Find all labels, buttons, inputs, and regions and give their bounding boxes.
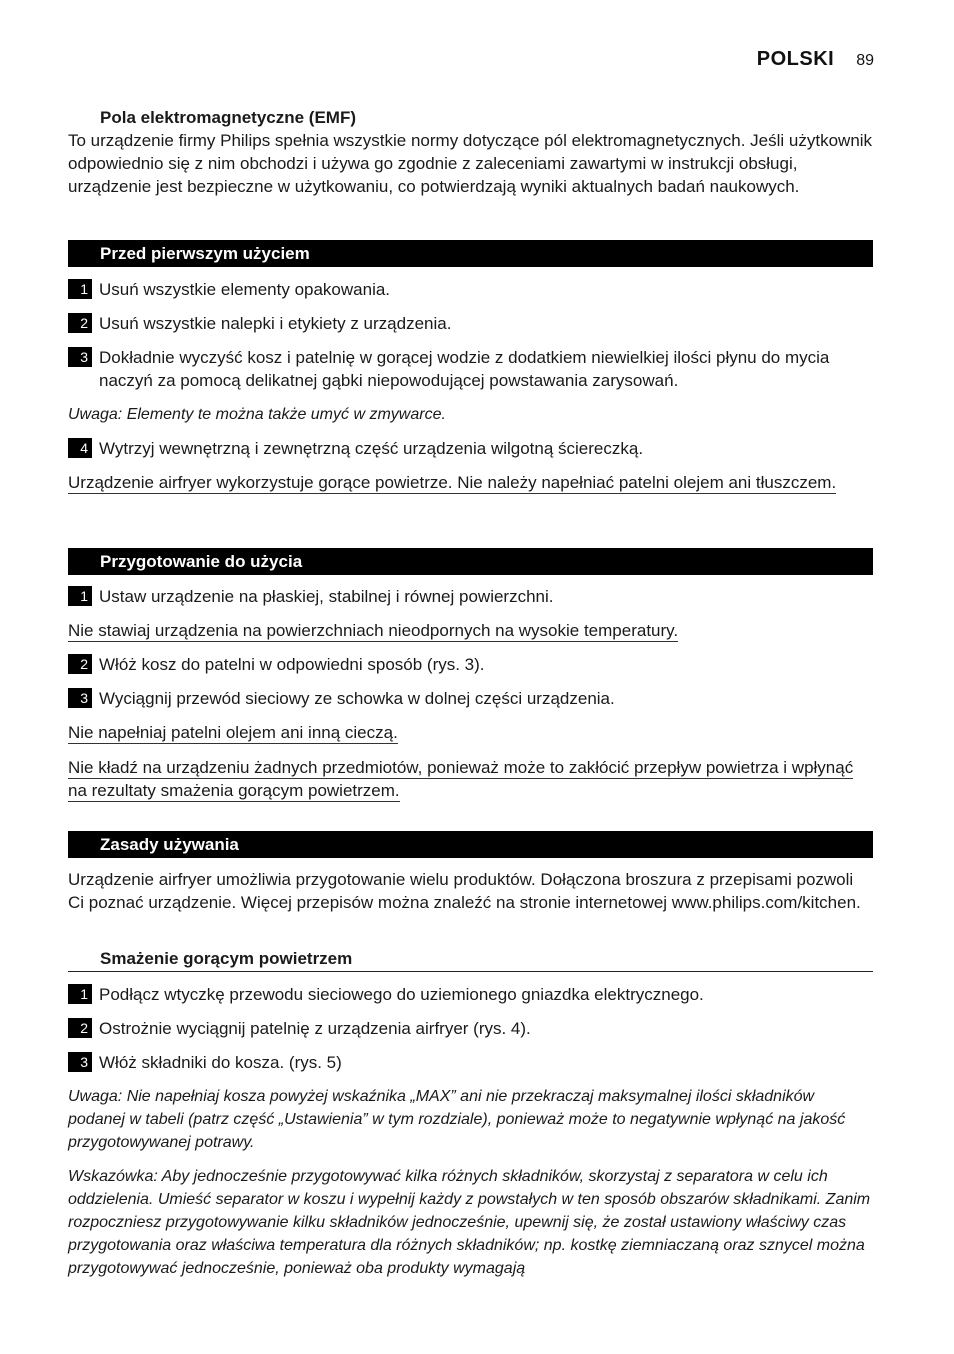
step-text: Ustaw urządzenie na płaskiej, stabilnej i równej powierzchni.: [99, 587, 554, 606]
page-header: [757, 48, 874, 71]
warning-surface: [68, 619, 873, 642]
warning-no-objects: [68, 756, 873, 802]
section-title: Zasady używania: [100, 835, 239, 854]
page-number: 89: [856, 52, 874, 69]
step-number: 1: [68, 586, 92, 606]
step-number: 1: [68, 279, 92, 299]
section-title: Przed pierwszym użyciem: [100, 244, 310, 263]
step-text: Wytrzyj wewnętrzną i zewnętrzną część urządzenia wilgotną ściereczką.: [99, 439, 644, 458]
warning-text: Nie kładź na urządzeniu żadnych przedmiotów, ponieważ może to zakłócić przepływ powietrza i wpłynąć na rezultaty smażenia gorącym powietrzem.: [68, 758, 854, 800]
tip-separator: Wskazówka: Aby jednocześnie przygotowywać kilka różnych składników, skorzystaj z separatora w celu ich oddzielenia. Umieść separator w koszu i wypełnij każdy z powstałych w ten sposób obszarów składnikami. Zanim rozpoczniesz przygotowywanie kilku składników jednocześnie, upewnij się, że został ustawiony właściwy czas przygotowania oraz właściwa temperatura dla różnych składników; np. kostkę ziemniaczaną oraz sznycel można przygotowywać jednocześnie, ponieważ oba produkty wymagają: [68, 1168, 871, 1277]
section-title: Przygotowanie do użycia: [100, 552, 303, 571]
step-text: Ostrożnie wyciągnij patelnię z urządzenia airfryer (rys. 4).: [99, 1019, 531, 1038]
section-bar-preparation: [68, 548, 873, 575]
step-text: Wyciągnij przewód sieciowy ze schowka w dolnej części urządzenia.: [99, 689, 615, 708]
note-dishwasher: Uwaga: Elementy te można także umyć w zmywarce.: [68, 406, 446, 423]
language-label: POLSKI: [756, 48, 835, 70]
step-number: 2: [68, 1018, 92, 1038]
warning-text: Urządzenie airfryer wykorzystuje gorące powietrze. Nie należy napełniać patelni olejem ani tłuszczem.: [68, 473, 837, 492]
step-number: 3: [68, 1052, 92, 1072]
step-number: 1: [68, 984, 92, 1004]
warning-text: Nie napełniaj patelni olejem ani inną cieczą.: [68, 723, 398, 742]
step-number: 3: [68, 347, 92, 367]
section-bar-usage: [68, 831, 873, 858]
step-number: 2: [68, 654, 92, 674]
warning-text: Nie stawiaj urządzenia na powierzchniach nieodpornych na wysokie temperatury.: [68, 621, 679, 640]
sub-heading-rule: [68, 971, 873, 972]
usage-intro: Urządzenie airfryer umożliwia przygotowanie wielu produktów. Dołączona broszura z przepisami pozwoli Ci poznać urządzenie. Więcej przepisów można znaleźć na stronie internetowej www.philips.com/kitchen.: [68, 870, 861, 912]
step-text: Włóż składniki do kosza. (rys. 5): [99, 1053, 342, 1072]
emf-text: To urządzenie firmy Philips spełnia wszystkie normy dotyczące pól elektromagnetycznych. Jeśli użytkownik odpowiednio się z nim obchodzi i używa go zgodnie z zaleceniami zawartymi w instrukcji obsługi, urządzenie jest bezpieczne w użytkowaniu, co potwierdzają wyniki aktualnych badań naukowych.: [68, 131, 873, 196]
step-text: Dokładnie wyczyść kosz i patelnię w gorącej wodzie z dodatkiem niewielkiej ilości płynu do mycia naczyń za pomocą delikatnej gąbki niepowodującej powstawania zarysowań.: [99, 348, 830, 390]
step-text: Podłącz wtyczkę przewodu sieciowego do uziemionego gniazdka elektrycznego.: [99, 985, 704, 1004]
section-bar-before-first-use: [68, 240, 873, 267]
air-frying-heading: Smażenie gorącym powietrzem: [100, 949, 353, 968]
step-text: Włóż kosz do patelni w odpowiedni sposób (rys. 3).: [99, 655, 485, 674]
step-number: 3: [68, 688, 92, 708]
step-number: 4: [68, 438, 92, 458]
step-text: Usuń wszystkie elementy opakowania.: [99, 280, 391, 299]
step-number: 2: [68, 313, 92, 333]
note-max-level: Uwaga: Nie napełniaj kosza powyżej wskaźnika „MAX” ani nie przekraczaj maksymalnej ilości składników podanej w tabeli (patrz część „Ustawienia” w tym rozdziale), ponieważ może to negatywnie wpłynąć na jakość przygotowywanej potrawy.: [68, 1088, 846, 1151]
emf-heading: Pola elektromagnetyczne (EMF): [100, 108, 357, 127]
step-text: Usuń wszystkie nalepki i etykiety z urządzenia.: [99, 314, 452, 333]
warning-hot-air: [68, 471, 873, 494]
warning-no-oil: [68, 721, 873, 744]
